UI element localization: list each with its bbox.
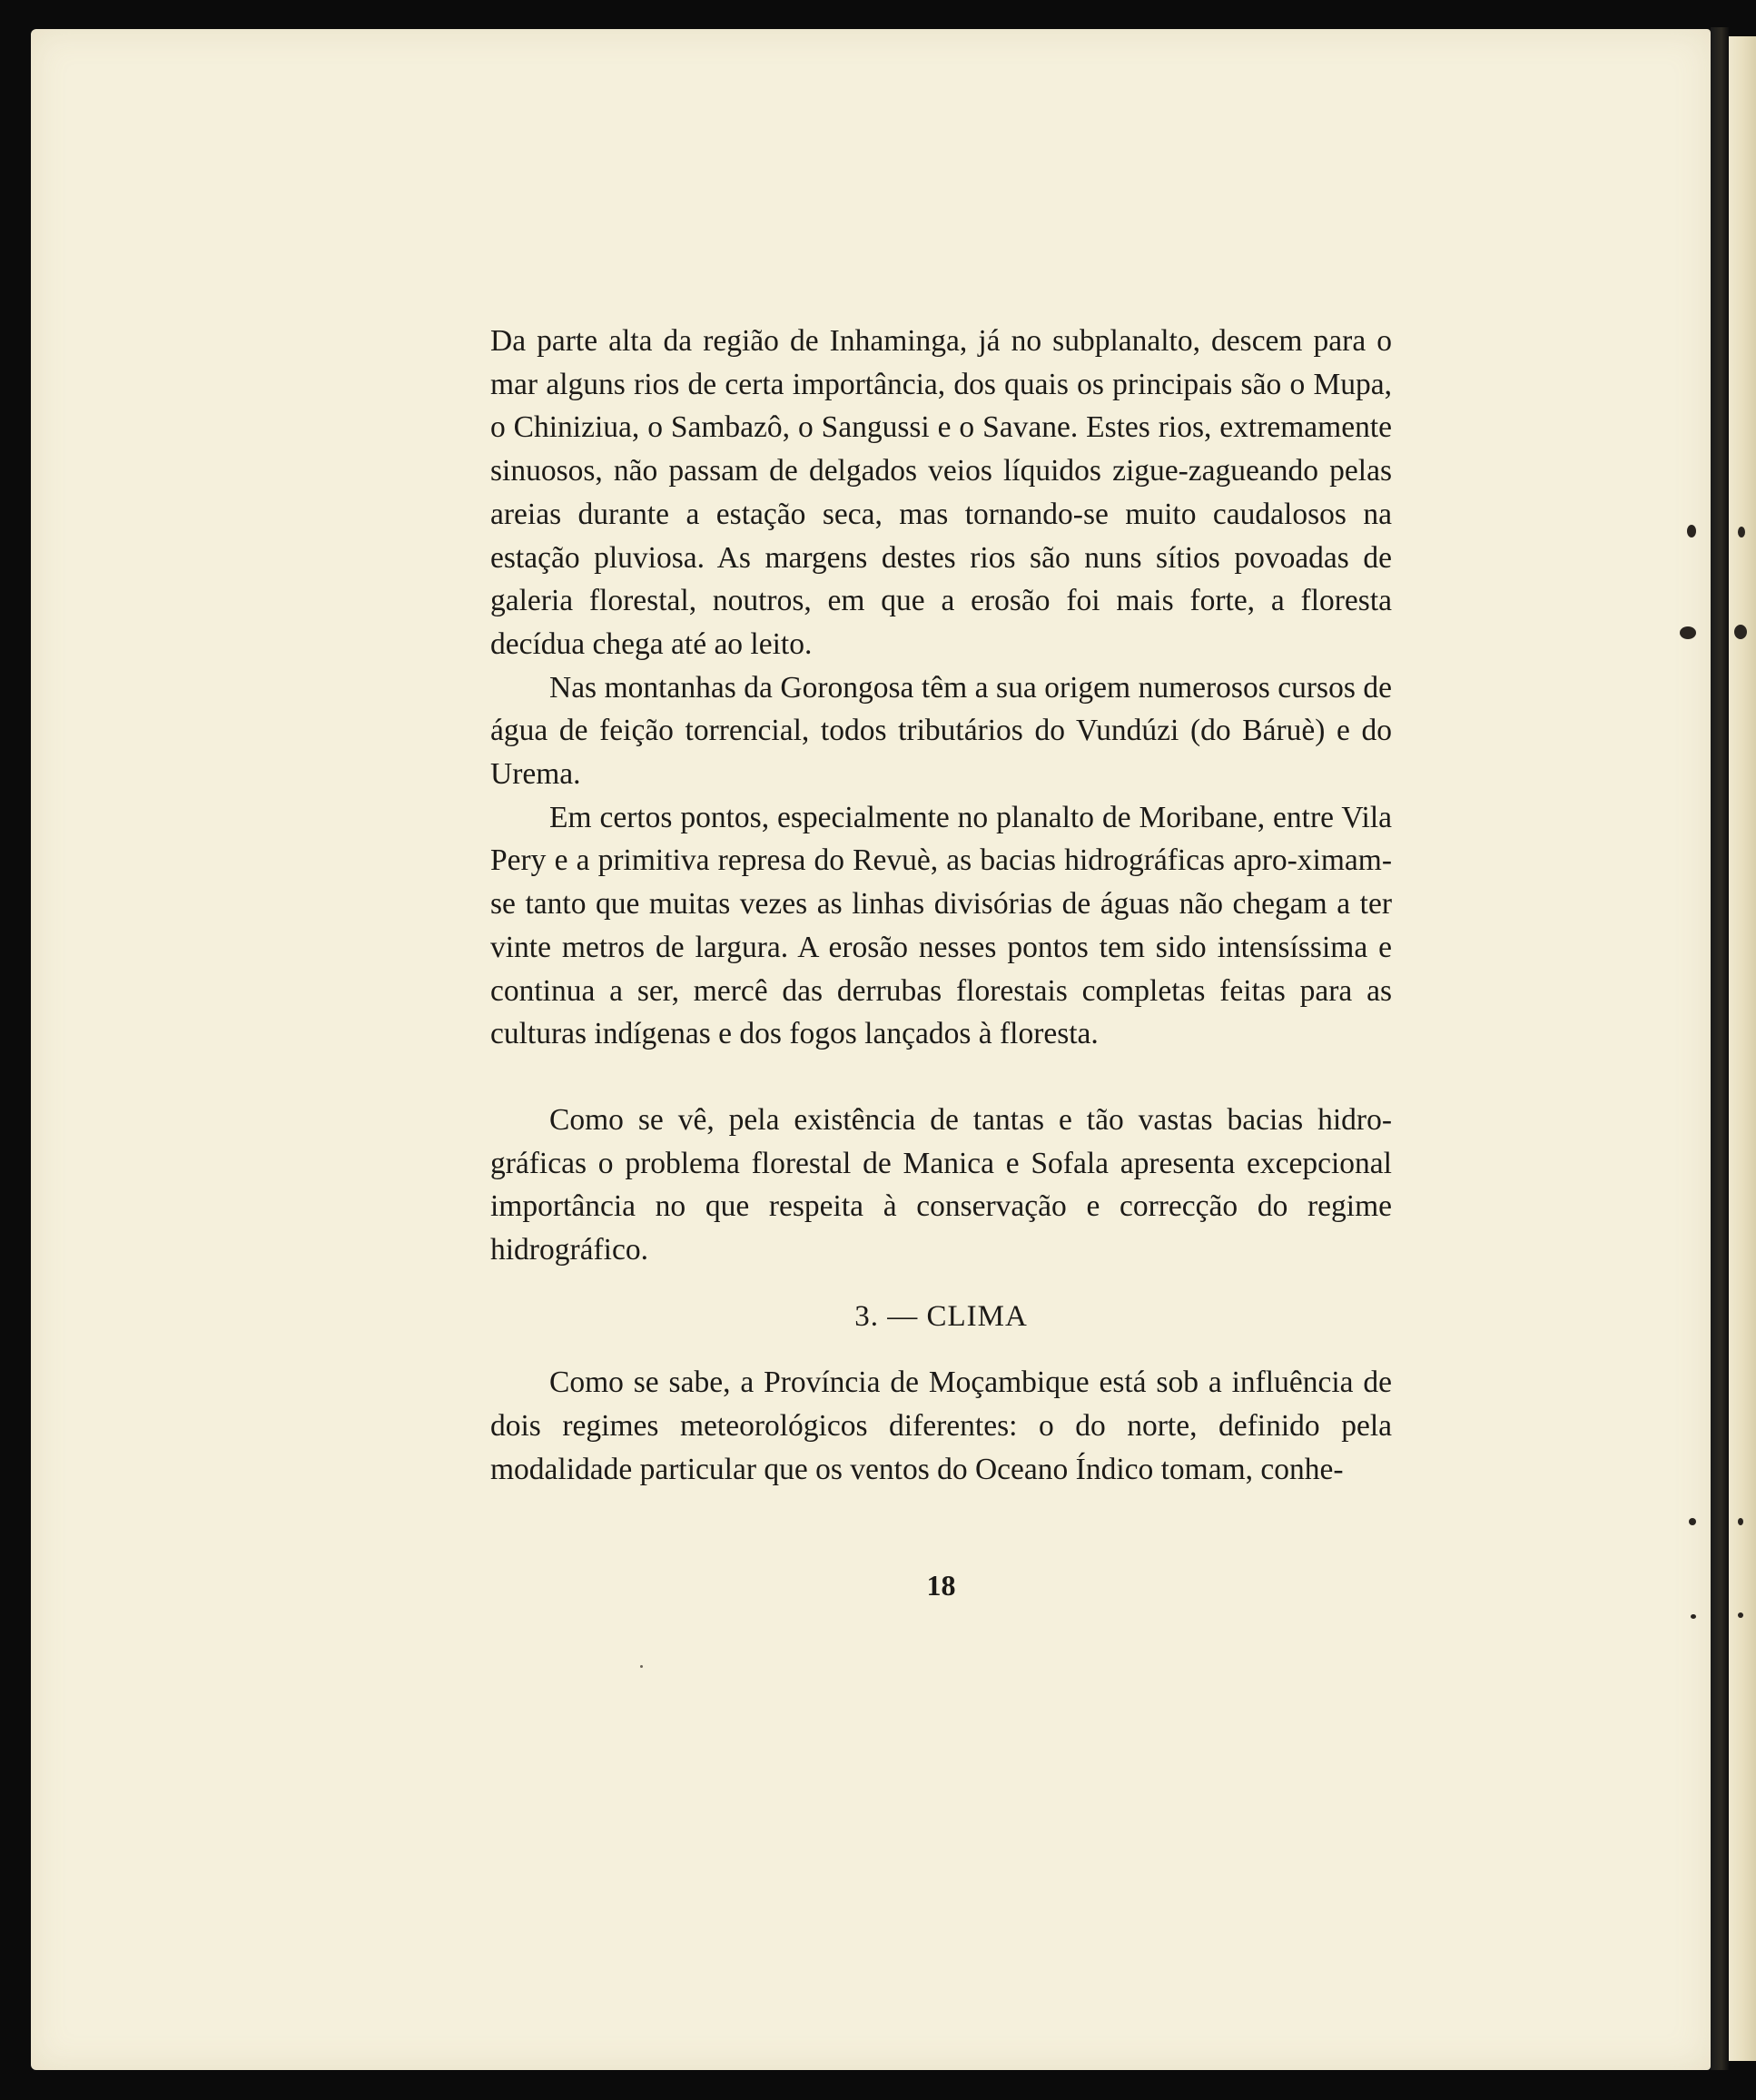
paragraph: Como se vê, pela existência de tantas e tão vastas bacias hidro-gráficas o problema florestal de Manica e Sofala apresenta excepcional importância no que respeita à conservação e correcção do regime hidrográfico. bbox=[490, 1102, 1392, 1267]
binding-mark bbox=[1738, 1612, 1743, 1618]
facing-page-edge bbox=[1729, 36, 1756, 2061]
page-number: 18 bbox=[926, 1569, 956, 1602]
body-text bbox=[490, 320, 1392, 1492]
binding-mark bbox=[1687, 525, 1696, 537]
binding-mark bbox=[1680, 626, 1696, 639]
paragraph: Como se sabe, a Província de Moçambique está sob a influência de dois regimes meteorológicos diferentes: o do norte, definido pela modalidade particular que os ventos do Oceano Índico tomam, conhe- bbox=[490, 1365, 1392, 1486]
paragraph: Nas montanhas da Gorongosa têm a sua origem numerosos cursos de água de feição torrencial, todos tributários do Vundúzi (do Báruè) e do Urema. bbox=[490, 670, 1392, 792]
paper-speck bbox=[640, 1665, 643, 1668]
binding-mark bbox=[1738, 1518, 1743, 1525]
binding-mark bbox=[1691, 1614, 1696, 1619]
paragraph: Em certos pontos, especialmente no planalto de Moribane, entre Vila Pery e a primitiva represa do Revuè, as bacias hidrográficas apro-ximam-se tanto que muitas vezes as linhas divisórias de águas não chegam a ter vinte metros de largura. A erosão nesses pontos tem sido intensíssima e continua a ser, mercê das derrubas florestais completas feitas para as culturas indígenas e dos fogos lançados à floresta. bbox=[490, 800, 1392, 1051]
binding-mark bbox=[1734, 625, 1747, 639]
book-gutter bbox=[1711, 27, 1729, 2070]
section-heading: 3. — CLIMA bbox=[854, 1299, 1028, 1333]
paragraph: Da parte alta da região de Inhaminga, já no subplanalto, descem para o mar alguns rios de certa importância, dos quais os principais são o Mupa, o Chiniziua, o Sambazô, o Sangussi e o Savane. Estes rios, extremamente sinuosos, não passam de delgados veios líquidos zigue-zagueando pelas areias durante a estação seca, mas tornando-se muito caudalosos na estação pluviosa. As margens destes rios são nuns sítios povoadas de galeria florestal, noutros, em que a erosão foi mais forte, a floresta decídua chega até ao leito. bbox=[490, 324, 1392, 661]
binding-mark bbox=[1689, 1518, 1696, 1525]
binding-mark bbox=[1738, 527, 1745, 537]
